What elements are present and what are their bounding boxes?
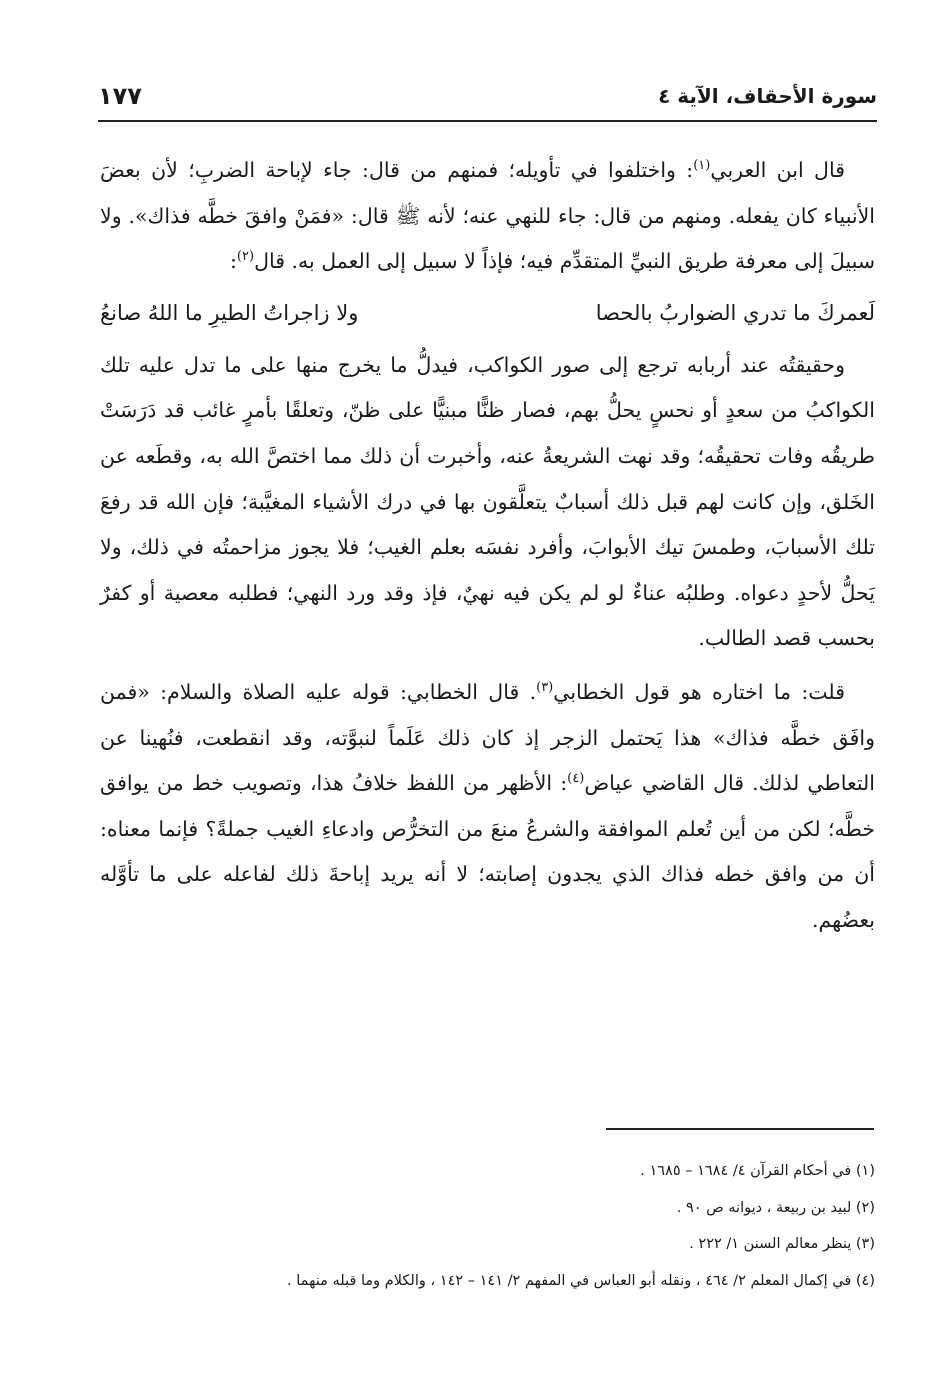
verse-first-hemistich: لَعمركَ ما تدري الضواربُ بالحصا [595, 300, 875, 325]
paragraph-3-text-c: : الأظهر من اللفظ خلافُ هذا، وتصويب خط من يوافق خطَّه؛ لكن من أين تُعلم الموافقة والشرعُ منعَ من التخرُّص وادعاءِ الغيب جملةً؟ فإنما معناه: أن من وافق خطه فذاك الذي يجدون إصابته؛ لا أنه يريد إباحةَ ذلك لفاعله على ما تأوَّله بعضُهم. [100, 771, 875, 932]
footnotes [100, 1160, 875, 1306]
footnote-ref-2: (٢) [236, 249, 255, 265]
main-text [100, 148, 875, 944]
paragraph-3 [100, 670, 875, 944]
verse-second-hemistich: ولا زاجراتُ الطيرِ ما اللهُ صانعُ [100, 300, 359, 325]
paragraph-2: وحقيقتُه عند أربابه ترجع إلى صور الكواكب، فيدلُّ ما يخرج منها على ما تدل عليه تلك الكواكبُ من سعدٍ أو نحسٍ يحلُّ بهم، فصار ظنًّا مبنيًّا على ظنّ، وتعلقًا بأمرٍ غائب قد دَرَسَتْ طريقُه وفات تحقيقُه؛ وقد نهت الشريعةُ عنه، وأخبرت أن ذلك مما اختصَّ الله به، وقطَعه عن الخَلق، وإن كانت لهم قبل ذلك أسبابٌ يتعلَّقون بها في درك الأشياء المغيَّبة؛ فإن الله قد رفعَ تلك الأسبابَ، وطمسَ تيك الأبوابَ، وأفرد نفسَه بعلم الغيب؛ فلا يجوز مزاحمتُه في ذلك، ولا يَحلُّ لأحدٍ دعواه. وطلبُه عناءٌ لو لم يكن فيه نهيٌ، فإذ وقد ورد النهي؛ فطلبه معصية أو كفرٌ بحسب قصد الطالب. [100, 352, 875, 651]
poetry-verse [100, 287, 875, 343]
header-rule [98, 120, 877, 122]
paragraph-1 [100, 148, 875, 285]
footnote-ref-3: (٣) [536, 680, 554, 696]
paragraph-1-text-b: : واختلفوا في تأويله؛ فمنهم من قال: جاء لإباحة الضربِ؛ لأن بعضَ الأنبياء كان يفعله. ومنهم من قال: جاء للنهي عنه؛ لأنه ﷺ قال: «فمَنْ وافقَ خطَّه فذاك». ولا سبيلَ إلى معرفة طريق النبيِّ المتقدِّم فيه؛ فإذاً لا سبيل إلى العمل به. قال [100, 158, 875, 274]
page-number: ١٧٧ [98, 82, 142, 110]
footnote-separator [606, 1128, 874, 1130]
running-title: سورة الأحقاف، الآية ٤ [658, 84, 877, 108]
footnote-4: (٤) في إكمال المعلم ٢/ ٤٦٤ ، ونقله أبو العباس في المفهم ٢/ ١٤١ – ١٤٢ ، والكلام وما قبله منهما . [287, 1272, 875, 1289]
footnote-ref-4: (٤) [567, 771, 585, 787]
paragraph-3-text-a: قلت: ما اختاره هو قول الخطابي [553, 679, 845, 704]
footnote-3: (٣) ينظر معالم السنن ١/ ٢٢٢ . [689, 1236, 875, 1252]
footnote-1: (١) في أحكام القرآن ٤/ ١٦٨٤ – ١٦٨٥ . [640, 1163, 875, 1179]
paragraph-1-text-c: : [230, 249, 237, 274]
paragraph-1-text-a: قال ابن العربي [710, 158, 845, 182]
footnote-2: (٢) لبيد بن ربيعة ، ديوانه ص ٩٠ . [676, 1199, 875, 1216]
page-header [98, 82, 877, 120]
footnote-ref-1: (١) [693, 158, 711, 174]
paragraph-3-text-b: . قال الخطابي: قوله عليه الصلاة والسلام: «فمن وافَق خطَّه فذاك» هذا يَحتمل الزجر إذ كان ذلك عَلَماً لنبوَّته، وقد انقطعت، فنُهينا عن التعاطي لذلك. قال القاضي عياض [100, 679, 875, 796]
